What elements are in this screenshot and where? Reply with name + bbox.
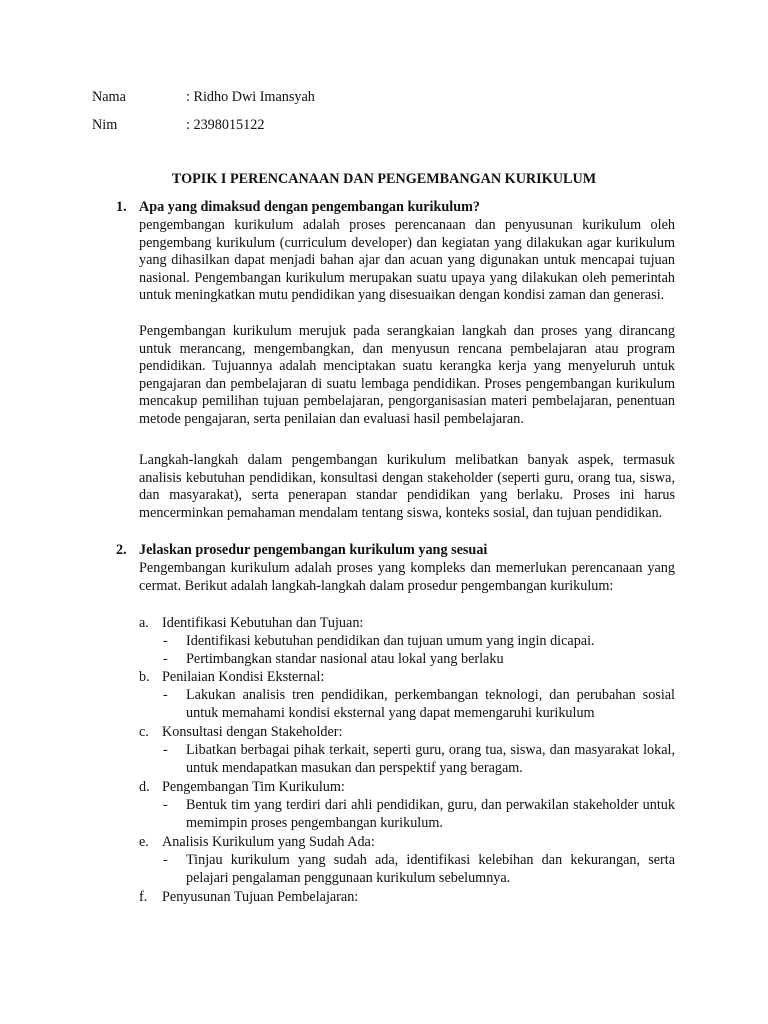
step-letter: e. xyxy=(139,834,149,850)
step-letter: c. xyxy=(139,724,149,740)
step-bullet: Bentuk tim yang terdiri dari ahli pendidikan, guru, dan perwakilan stakeholder untuk memimpin proses pengembangan kurikulum. xyxy=(186,797,675,831)
answer-paragraph: Pengembangan kurikulum merujuk pada serangkaian langkah dan proses yang dirancang untuk merancang, mengembangkan, dan menyusun rencana pembelajaran atau program pendidikan. Tujuannya adalah menciptakan suatu kerangka kerja yang menyeluruh untuk pengajaran dan pembelajaran di suatu lembaga pendidikan. Proses pengembangan kurikulum mencakup pemilihan tujuan pembelajaran, pengorganisasian materi pembelajaran, penentuan metode pengajaran, serta penilaian dan evaluasi hasil pembelajaran. xyxy=(139,323,675,427)
document-title: TOPIK I PERENCANAAN DAN PENGEMBANGAN KURIKULUM xyxy=(171,171,597,187)
step-bullet: Libatkan berbagai pihak terkait, seperti guru, orang tua, siswa, dan masyarakat lokal, untuk mendapatkan masukan dan perspektif yang beragam. xyxy=(186,742,675,776)
step-title: Konsultasi dengan Stakeholder: xyxy=(162,724,343,740)
question-number: 2. xyxy=(116,542,127,558)
bullet-dash: - xyxy=(163,797,168,813)
answer-intro: Pengembangan kurikulum adalah proses yang kompleks dan memerlukan perencanaan yang cermat. Berikut adalah langkah-langkah dalam prosedur pengembangan kurikulum: xyxy=(139,560,675,594)
bullet-dash: - xyxy=(163,651,168,667)
nim-value: : 2398015122 xyxy=(186,117,265,133)
bullet-dash: - xyxy=(163,633,168,649)
step-bullet: Tinjau kurikulum yang sudah ada, identifikasi kelebihan dan kekurangan, serta pelajari pengalaman penggunaan kurikulum sebelumnya. xyxy=(186,852,675,886)
step-title: Identifikasi Kebutuhan dan Tujuan: xyxy=(162,615,364,631)
bullet-dash: - xyxy=(163,742,168,758)
bullet-dash: - xyxy=(163,852,168,868)
question-heading: Jelaskan prosedur pengembangan kurikulum yang sesuai xyxy=(139,542,488,558)
step-title: Penyusunan Tujuan Pembelajaran: xyxy=(162,889,359,905)
step-bullet: Lakukan analisis tren pendidikan, perkembangan teknologi, dan perubahan sosial untuk memahami kondisi eksternal yang dapat memengaruhi kurikulum xyxy=(186,687,675,721)
step-title: Analisis Kurikulum yang Sudah Ada: xyxy=(162,834,375,850)
question-heading: Apa yang dimaksud dengan pengembangan kurikulum? xyxy=(139,199,481,215)
step-bullet: Identifikasi kebutuhan pendidikan dan tujuan umum yang ingin dicapai. xyxy=(186,633,595,649)
step-letter: d. xyxy=(139,779,150,795)
step-title: Pengembangan Tim Kurikulum: xyxy=(162,779,345,795)
nim-label: Nim xyxy=(92,117,118,133)
name-label: Nama xyxy=(92,89,126,105)
step-letter: f. xyxy=(139,889,148,905)
step-letter: a. xyxy=(139,615,149,631)
answer-paragraph: pengembangan kurikulum adalah proses perencanaan dan penyusunan kurikulum oleh pengembang kurikulum (curriculum developer) dan kegiatan yang dilakukan agar kurikulum yang dihasilkan dapat menjadi bahan ajar dan acuan yang digunakan untuk mencapai tujuan nasional. Pengembangan kurikulum merupakan suatu upaya yang dilakukan oleh pemerintah untuk meningkatkan mutu pendidikan yang disesuaikan dengan kondisi zaman dan generasi. xyxy=(139,217,675,304)
step-letter: b. xyxy=(139,669,150,685)
answer-paragraph: Langkah-langkah dalam pengembangan kurikulum melibatkan banyak aspek, termasuk analisis kebutuhan pendidikan, konsultasi dengan stakeholder (seperti guru, orang tua, siswa, dan masyarakat), serta penerapan standar pendidikan yang berlaku. Proses ini harus mencerminkan pemahaman mendalam tentang siswa, konteks sosial, dan tujuan pendidikan. xyxy=(139,452,675,521)
bullet-dash: - xyxy=(163,687,168,703)
step-bullet: Pertimbangkan standar nasional atau lokal yang berlaku xyxy=(186,651,504,667)
name-value: : Ridho Dwi Imansyah xyxy=(186,89,315,105)
question-number: 1. xyxy=(116,199,127,215)
step-title: Penilaian Kondisi Eksternal: xyxy=(162,669,325,685)
